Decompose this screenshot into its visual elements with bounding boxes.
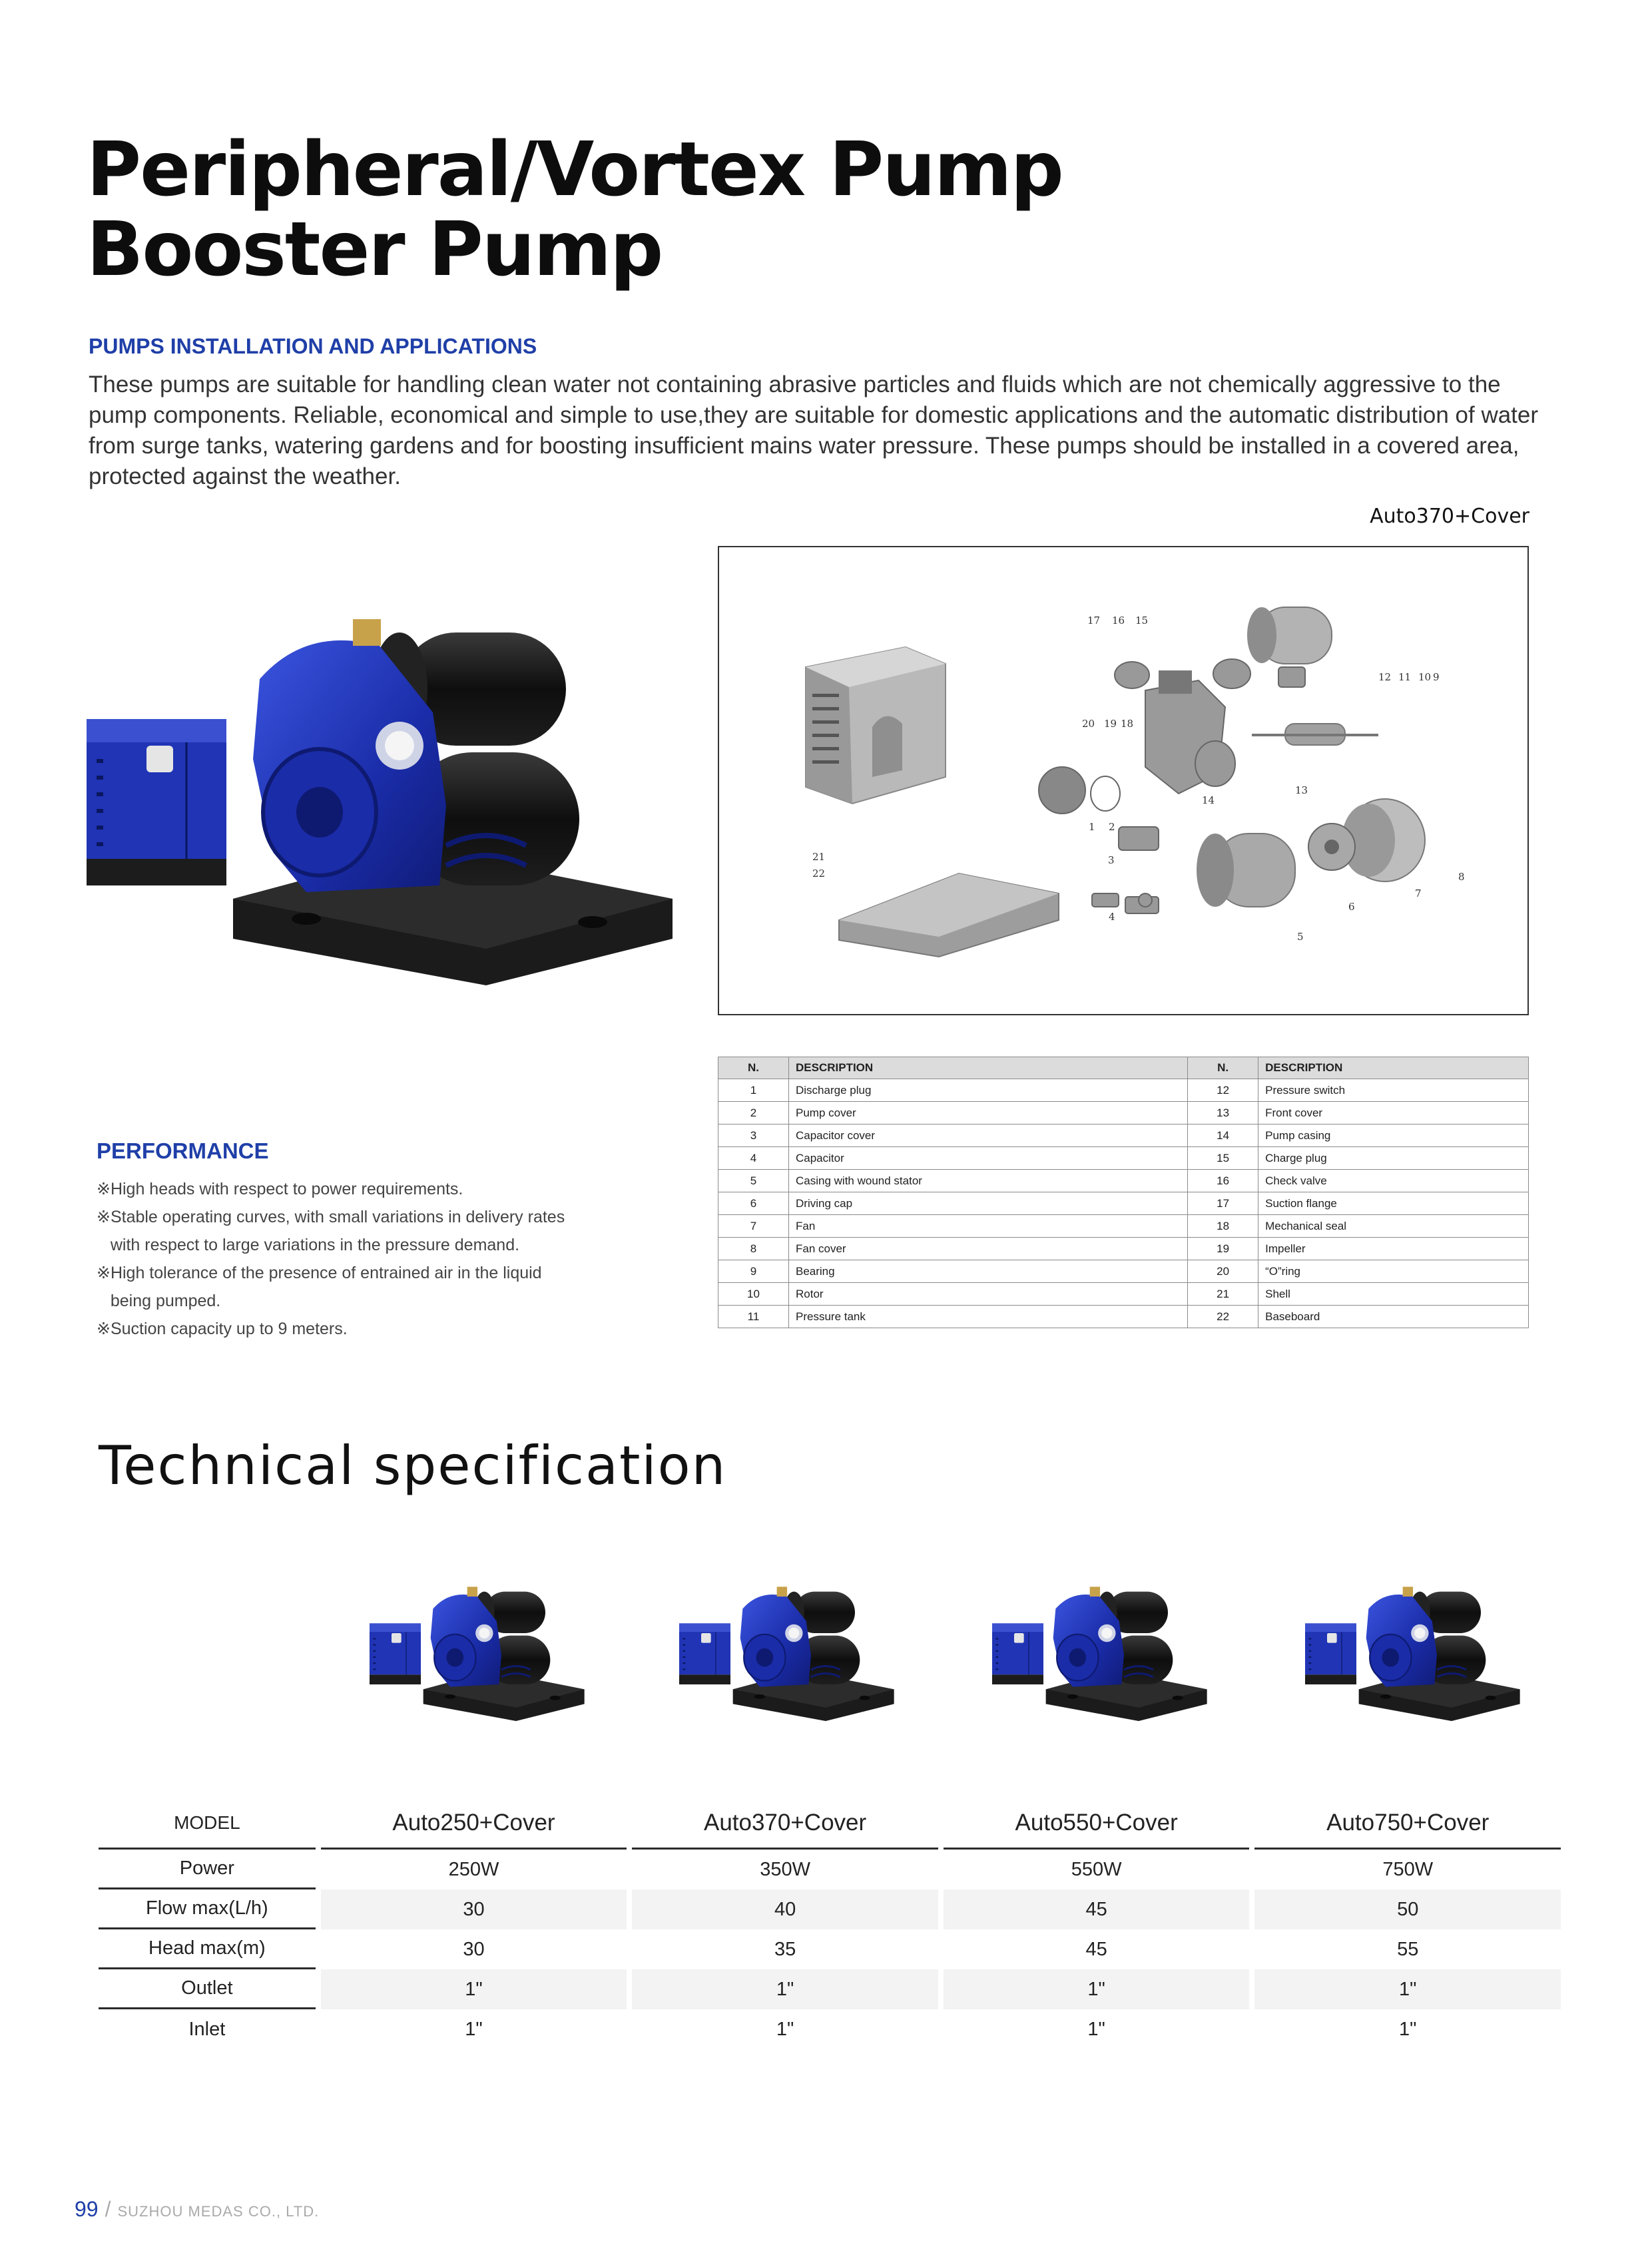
spec-row-label: Power <box>99 1850 316 1889</box>
svg-text:10: 10 <box>1418 671 1432 683</box>
svg-text:20: 20 <box>1082 718 1095 730</box>
footer-separator: / <box>105 2197 111 2221</box>
part-number-cell: 10 <box>718 1283 789 1306</box>
product-image-auto370 <box>679 1575 899 1721</box>
spec-value-cell: 45 <box>1085 1938 1107 1960</box>
tech-spec-title: Technical specification <box>99 1435 727 1497</box>
exploded-diagram <box>718 546 1529 1015</box>
spec-value-cell: 45 <box>944 1889 1250 1929</box>
svg-text:13: 13 <box>1295 784 1308 796</box>
parts-table-row <box>718 1283 1529 1306</box>
svg-text:14: 14 <box>1202 794 1215 806</box>
spec-model-name: Auto750+Cover <box>1254 1798 1561 1850</box>
product-image-auto750 <box>1305 1575 1525 1721</box>
spec-value-cell: 250W <box>448 1858 499 1880</box>
svg-text:5: 5 <box>1297 931 1304 943</box>
svg-text:3: 3 <box>1108 854 1115 866</box>
performance-line: ※Stable operating curves, with small variations in delivery rates <box>97 1208 565 1226</box>
part-description-cell: Check valve <box>1258 1170 1529 1192</box>
part-number-cell: 7 <box>718 1215 789 1238</box>
spec-model-name: Auto550+Cover <box>944 1798 1250 1850</box>
svg-text:1: 1 <box>1089 821 1095 833</box>
parts-table-row <box>718 1102 1529 1124</box>
performance-line: ※High heads with respect to power requirements. <box>97 1180 463 1198</box>
spec-value-cell: 550W <box>1071 1858 1122 1880</box>
motor-casing-part <box>1197 834 1295 907</box>
spec-row <box>99 1929 1561 1969</box>
part-description-cell: Mechanical seal <box>1258 1215 1529 1238</box>
spec-value-cell: 750W <box>1382 1858 1434 1880</box>
parts-table-row <box>718 1260 1529 1283</box>
spec-value-cell: 50 <box>1254 1889 1561 1929</box>
svg-text:4: 4 <box>1109 911 1115 923</box>
part-description-cell: Rotor <box>789 1283 1188 1306</box>
performance-heading: PERFORMANCE <box>97 1138 269 1163</box>
part-number-cell: 22 <box>1188 1306 1258 1328</box>
parts-table-row <box>718 1192 1529 1215</box>
title-line-1: Peripheral/Vortex Pump <box>87 126 1063 213</box>
part-description-cell: Fan cover <box>789 1238 1188 1260</box>
product-image-auto550 <box>992 1575 1212 1721</box>
part-number-cell: 11 <box>718 1306 789 1328</box>
parts-table-row <box>718 1079 1529 1102</box>
parts-table-row <box>718 1215 1529 1238</box>
svg-text:2: 2 <box>1109 821 1115 833</box>
performance-line: ※Suction capacity up to 9 meters. <box>97 1320 348 1338</box>
part-number-cell: 12 <box>1188 1079 1258 1102</box>
spec-value-cell: 1" <box>632 1969 938 2009</box>
spec-row-label: Flow max(L/h) <box>99 1889 316 1929</box>
part-description-cell: Suction flange <box>1258 1192 1529 1215</box>
part-number-cell: 2 <box>718 1102 789 1124</box>
spec-value-cell: 1" <box>944 1969 1250 2009</box>
page-title <box>87 126 1063 293</box>
spec-row-label: Inlet <box>188 2018 226 2040</box>
part-number-cell: 13 <box>1188 1102 1258 1124</box>
part-number-cell: 1 <box>718 1079 789 1102</box>
spec-row <box>99 1889 1561 1929</box>
spec-value-cell: 1" <box>776 2018 794 2040</box>
parts-table-header: N. DESCRIPTION N. DESCRIPTION <box>718 1057 1529 1079</box>
svg-text:12: 12 <box>1378 671 1392 683</box>
part-number-cell: 4 <box>718 1147 789 1170</box>
part-number-cell: 9 <box>718 1260 789 1283</box>
svg-text:6: 6 <box>1348 901 1355 913</box>
performance-line: being pumped. <box>97 1292 221 1310</box>
pump-product-image <box>87 586 686 985</box>
page-number: 99 <box>75 2197 99 2221</box>
svg-text:8: 8 <box>1458 871 1465 883</box>
performance-line: with respect to large variations in the pressure demand. <box>97 1236 520 1254</box>
parts-table-row <box>718 1238 1529 1260</box>
part-description-cell: Front cover <box>1258 1102 1529 1124</box>
spec-value-cell: 1" <box>1254 1969 1561 2009</box>
part-description-cell: Pressure switch <box>1258 1079 1529 1102</box>
parts-table-row <box>718 1147 1529 1170</box>
svg-text:17: 17 <box>1087 615 1101 626</box>
shell-part <box>806 647 946 804</box>
part-number-cell: 5 <box>718 1170 789 1192</box>
part-description-cell: Capacitor cover <box>789 1124 1188 1147</box>
part-description-cell: Casing with wound stator <box>789 1170 1188 1192</box>
part-description-cell: “O”ring <box>1258 1260 1529 1283</box>
part-number-cell: 18 <box>1188 1215 1258 1238</box>
svg-text:19: 19 <box>1104 718 1117 730</box>
part-description-cell: Capacitor <box>789 1147 1188 1170</box>
spec-value-cell: 55 <box>1397 1938 1419 1960</box>
svg-text:21: 21 <box>812 851 826 863</box>
performance-list <box>97 1175 565 1343</box>
part-description-cell: Pump cover <box>789 1102 1188 1124</box>
part-description-cell: Pump casing <box>1258 1124 1529 1147</box>
svg-text:22: 22 <box>812 868 826 879</box>
spec-value-cell: 350W <box>760 1858 810 1880</box>
spec-table <box>99 1798 1561 2049</box>
part-number-cell: 8 <box>718 1238 789 1260</box>
part-description-cell: Fan <box>789 1215 1188 1238</box>
part-description-cell: Driving cap <box>789 1192 1188 1215</box>
part-description-cell: Pressure tank <box>789 1306 1188 1328</box>
spec-value-cell: 35 <box>774 1938 796 1960</box>
product-image-auto250 <box>370 1575 589 1721</box>
spec-row <box>99 2009 1561 2049</box>
page-footer <box>75 2197 319 2222</box>
part-description-cell: Charge plug <box>1258 1147 1529 1170</box>
svg-text:18: 18 <box>1121 718 1134 730</box>
rotor-part <box>1252 724 1378 745</box>
parts-table-row <box>718 1124 1529 1147</box>
spec-model-name: Auto250+Cover <box>321 1798 627 1850</box>
part-description-cell: Discharge plug <box>789 1079 1188 1102</box>
spec-model-label: MODEL <box>99 1798 316 1850</box>
spec-value-cell: 30 <box>463 1938 485 1960</box>
spec-value-cell: 1" <box>465 2018 483 2040</box>
spec-value-cell: 1" <box>1087 2018 1105 2040</box>
spec-value-cell: 30 <box>321 1889 627 1929</box>
fan-part <box>1308 824 1355 870</box>
part-description-cell: Bearing <box>789 1260 1188 1283</box>
part-number-cell: 16 <box>1188 1170 1258 1192</box>
part-description-cell: Shell <box>1258 1283 1529 1306</box>
part-number-cell: 14 <box>1188 1124 1258 1147</box>
parts-table <box>718 1057 1529 1328</box>
spec-value-cell: 1" <box>321 1969 627 2009</box>
title-line-2: Booster Pump <box>87 206 663 293</box>
part-number-cell: 6 <box>718 1192 789 1215</box>
diagram-model-label: Auto370+Cover <box>1370 505 1529 528</box>
spec-value-cell: 40 <box>632 1889 938 1929</box>
company-name: SUZHOU MEDAS CO., LTD. <box>117 2203 320 2220</box>
installation-text: These pumps are suitable for handling clean water not containing abrasive particles and fluids which are not chemically aggressive to the pump components. Reliable, economical and simple to use,they are suitable for domestic applications and the automatic distribution of water from surge tanks, watering gardens and for boosting insufficient mains water pressure. These pumps should be installed in a covered area, protected against the weather. <box>89 372 1539 489</box>
part-number-cell: 15 <box>1188 1147 1258 1170</box>
spec-row <box>99 1850 1561 1889</box>
spec-row <box>99 1969 1561 2009</box>
svg-text:7: 7 <box>1415 887 1422 899</box>
spec-header-row <box>99 1798 1561 1850</box>
installation-heading: PUMPS INSTALLATION AND APPLICATIONS <box>89 334 537 358</box>
part-description-cell: Impeller <box>1258 1238 1529 1260</box>
spec-model-name: Auto370+Cover <box>632 1798 938 1850</box>
part-number-cell: 17 <box>1188 1192 1258 1215</box>
baseboard-part <box>839 873 1059 957</box>
svg-text:16: 16 <box>1112 615 1125 626</box>
svg-text:15: 15 <box>1135 615 1149 626</box>
part-number-cell: 19 <box>1188 1238 1258 1260</box>
svg-text:11: 11 <box>1398 671 1412 683</box>
part-number-cell: 21 <box>1188 1283 1258 1306</box>
pressure-tank-part <box>1247 607 1332 664</box>
spec-row-label: Head max(m) <box>99 1929 316 1969</box>
parts-table-row <box>718 1306 1529 1328</box>
spec-row-label: Outlet <box>99 1969 316 2009</box>
part-description-cell: Baseboard <box>1258 1306 1529 1328</box>
parts-table-row <box>718 1170 1529 1192</box>
part-number-cell: 3 <box>718 1124 789 1147</box>
spec-value-cell: 1" <box>1399 2018 1417 2040</box>
part-number-cell: 20 <box>1188 1260 1258 1283</box>
svg-text:9: 9 <box>1433 671 1440 683</box>
performance-line: ※High tolerance of the presence of entrained air in the liquid <box>97 1264 542 1282</box>
